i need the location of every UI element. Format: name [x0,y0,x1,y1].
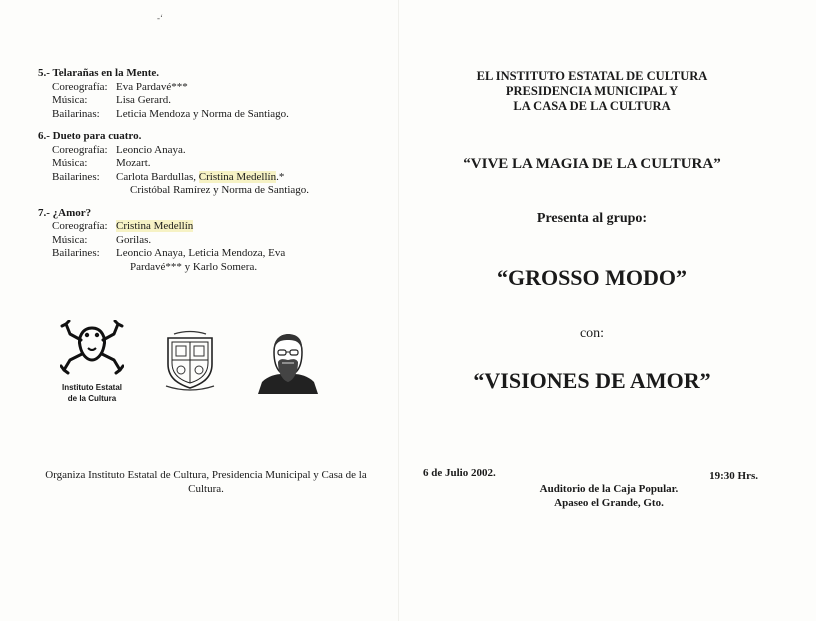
credit-value: Eva Pardavé*** [116,80,188,93]
credit-label: Coreografía: [52,80,108,93]
credit-row [38,171,368,185]
event-venue [406,482,778,510]
event-time: 19:30 Hrs. [709,470,758,482]
credit-row [38,94,368,108]
fold-line [398,0,399,621]
credit-row [38,144,368,158]
item-title: 7.- ¿Amor? [38,206,92,219]
credit-value: Lisa Gerard. [116,94,171,106]
credit-value: Mozart. [116,157,151,169]
institution-line: PRESIDENCIA MUNICIPAL Y [505,84,679,98]
credit-label: Coreografía: [52,143,108,156]
highlighted-name: Cristina Medellín [116,220,194,232]
credit-value [116,171,368,185]
credit-row [38,247,368,261]
credit-continuation: Cristóbal Ramírez y Norma de Santiago. [130,184,310,196]
credit-value-part: .* [276,170,285,183]
credit-value: Leticia Mendoza y Norma de Santiago. [116,107,289,120]
credit-row [38,108,368,122]
group-name: “GROSSO MODO” [496,265,688,290]
slogan: “VIVE LA MAGIA DE LA CULTURA” [463,156,721,172]
event-date: 6 de Julio 2002. [423,467,496,479]
presents-line: Presenta al grupo: [536,211,648,226]
credit-value-part: Carlota Bardullas, [116,170,199,183]
credit-value: Leoncio Anaya, Leticia Mendoza, Eva [116,247,286,259]
program-item [38,207,368,275]
credit-continuation: Pardavé*** y Karlo Somera. [130,260,258,273]
frog-icon [60,320,124,376]
program-item [38,130,368,198]
item-title: 6.- Dueto para cuatro. [38,130,142,142]
institutions-heading [406,69,778,114]
credit-label: Bailarines: [52,170,100,183]
portrait-illustration [256,332,320,399]
credit-row [38,220,368,234]
logos-row [50,320,330,410]
show-title: “VISIONES DE AMOR” [473,368,711,393]
credit-row [38,81,368,95]
credit-value [116,220,368,234]
stray-mark: -‘ [157,13,163,23]
instituto-logo [50,320,134,403]
logo-text-line: Instituto Estatal [61,383,122,392]
municipal-seal [162,330,218,397]
item-title: 5.- Telarañas en la Mente. [38,67,159,79]
credit-label: Bailarinas: [52,107,100,120]
coat-of-arms-icon [162,330,218,392]
logo-text-line: de la Cultura [67,394,117,403]
organizer-note: Organiza Instituto Estatal de Cultura, Presidencia Municipal y Casa de la Cultura. [45,469,367,495]
program-list [38,67,368,283]
venue-line: Auditorio de la Caja Popular. [539,483,679,495]
institution-line: EL INSTITUTO ESTATAL DE CULTURA [476,69,708,83]
highlighted-name: Cristina Medellín [198,170,277,183]
credit-value: Gorilas. [116,233,152,246]
credit-label: Coreografía: [52,220,108,232]
credit-row [38,157,368,171]
institution-line: LA CASA DE LA CULTURA [513,99,671,113]
credit-label: Música: [52,94,88,106]
credit-label: Música: [52,157,88,169]
credit-label: Bailarines: [52,247,100,259]
with-line: con: [579,326,605,341]
portrait-icon [256,332,320,394]
credit-value: Leoncio Anaya. [116,143,186,156]
venue-line: Apaseo el Grande, Gto. [554,497,664,509]
credit-row [38,234,368,248]
program-item [38,67,368,121]
credit-label: Música: [52,233,88,246]
